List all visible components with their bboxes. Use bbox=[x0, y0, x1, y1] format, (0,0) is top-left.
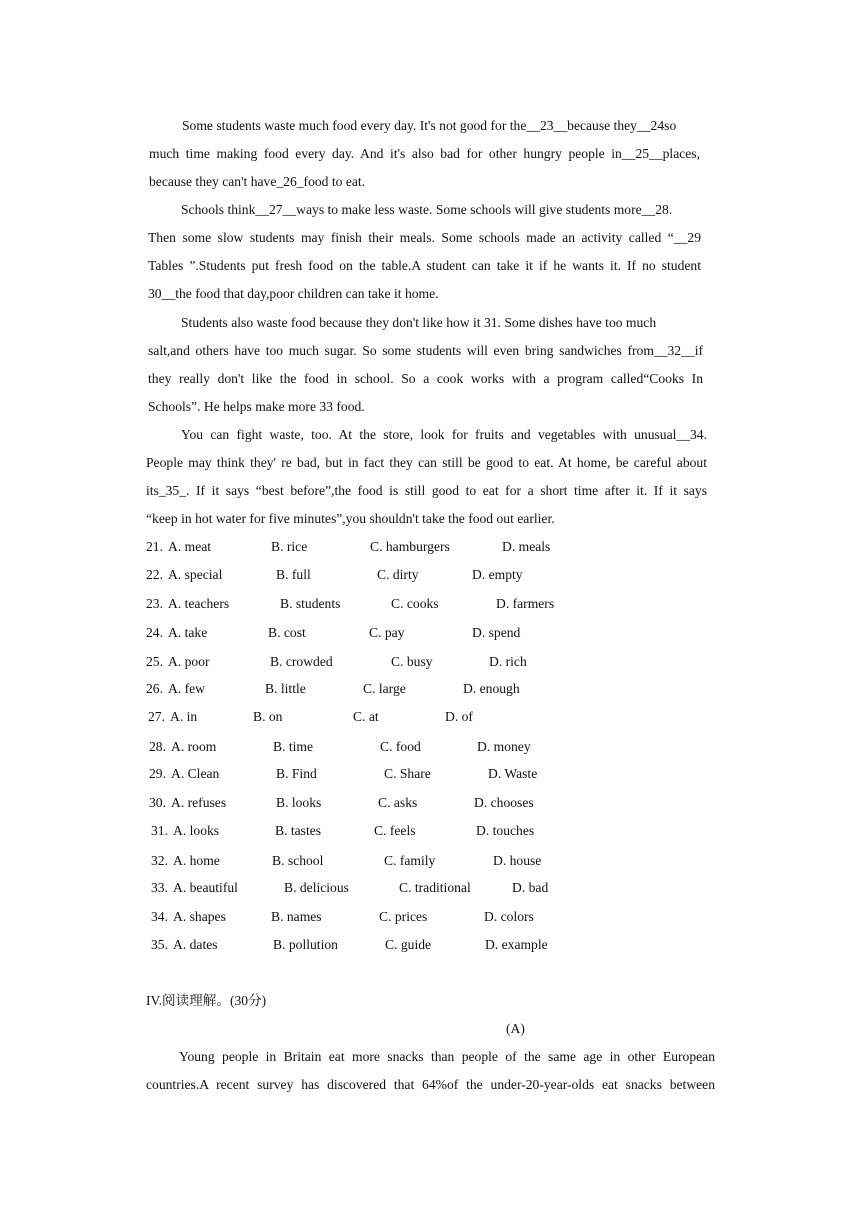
option-c: C. large bbox=[363, 681, 406, 696]
passage-line: Young people in Britain eat more snacks than people of the same age in other European bbox=[179, 1049, 715, 1064]
option-d: D. touches bbox=[476, 823, 535, 838]
option-b: B. looks bbox=[276, 795, 322, 810]
option-a: A. beautiful bbox=[173, 880, 238, 895]
question-number: 30. bbox=[149, 795, 166, 810]
option-b: B. on bbox=[253, 709, 283, 724]
passage-line: because they can't have_26_food to eat. bbox=[149, 174, 366, 189]
question-row bbox=[0, 738, 860, 756]
passage-line: Tables ”.Students put fresh food on the table.A student can take it if he wants it. If no student bbox=[148, 258, 701, 273]
option-b: B. cost bbox=[268, 625, 306, 640]
question-row bbox=[0, 538, 860, 556]
option-b: B. full bbox=[276, 567, 311, 582]
question-number: 31. bbox=[151, 823, 168, 838]
question-number: 29. bbox=[149, 766, 166, 781]
option-d: D. example bbox=[485, 937, 548, 952]
question-row bbox=[0, 908, 860, 926]
option-c: C. guide bbox=[385, 937, 432, 952]
question-row bbox=[0, 653, 860, 671]
option-a: A. looks bbox=[173, 823, 220, 838]
option-c: C. pay bbox=[369, 625, 405, 640]
passage-line: Then some slow students may finish their meals. Some schools made an activity called “__29 bbox=[148, 230, 701, 245]
question-row bbox=[0, 680, 860, 698]
option-c: C. food bbox=[380, 739, 421, 754]
option-b: B. pollution bbox=[273, 937, 338, 952]
option-a: A. in bbox=[170, 709, 198, 724]
passage-line: People may think they' re bad, but in fact they can still be good to eat. At home, be careful about bbox=[146, 455, 707, 470]
option-d: D. of bbox=[445, 709, 473, 724]
option-d: D. money bbox=[477, 739, 531, 754]
question-row bbox=[0, 822, 860, 840]
option-a: A. special bbox=[168, 567, 223, 582]
option-b: B. rice bbox=[271, 539, 308, 554]
option-c: C. at bbox=[353, 709, 379, 724]
option-b: B. school bbox=[272, 853, 324, 868]
option-c: C. prices bbox=[379, 909, 428, 924]
option-a: A. poor bbox=[168, 654, 210, 669]
option-d: D. colors bbox=[484, 909, 534, 924]
question-number: 35. bbox=[151, 937, 168, 952]
passage-line: salt,and others have too much sugar. So some students will even bring sandwiches from__32__if bbox=[148, 343, 703, 358]
question-number: 25. bbox=[146, 654, 163, 669]
question-row bbox=[0, 794, 860, 812]
question-number: 28. bbox=[149, 739, 166, 754]
option-a: A. shapes bbox=[173, 909, 226, 924]
question-row bbox=[0, 879, 860, 897]
question-number: 23. bbox=[146, 596, 163, 611]
question-number: 27. bbox=[148, 709, 165, 724]
option-b: B. names bbox=[271, 909, 322, 924]
question-row bbox=[0, 936, 860, 954]
option-c: C. traditional bbox=[399, 880, 471, 895]
passage-line: You can fight waste, too. At the store, look for fruits and vegetables with unusual__34. bbox=[181, 427, 707, 442]
option-a: A. few bbox=[168, 681, 205, 696]
question-row bbox=[0, 708, 860, 726]
section-heading: IV.阅读理解。(30分) bbox=[146, 993, 267, 1008]
option-c: C. cooks bbox=[391, 596, 439, 611]
question-row bbox=[0, 595, 860, 613]
question-number: 33. bbox=[151, 880, 168, 895]
option-c: C. family bbox=[384, 853, 436, 868]
option-b: B. delicious bbox=[284, 880, 349, 895]
passage-line: 30__the food that day,poor children can take it home. bbox=[148, 286, 439, 301]
option-b: B. time bbox=[273, 739, 314, 754]
option-a: A. teachers bbox=[168, 596, 230, 611]
option-a: A. refuses bbox=[171, 795, 227, 810]
option-a: A. meat bbox=[168, 539, 212, 554]
option-c: C. busy bbox=[391, 654, 433, 669]
option-d: D. empty bbox=[472, 567, 523, 582]
option-b: B. little bbox=[265, 681, 306, 696]
passage-line: much time making food every day. And it's also bad for other hungry people in__25__places, bbox=[149, 146, 700, 161]
option-b: B. students bbox=[280, 596, 341, 611]
option-d: D. bad bbox=[512, 880, 549, 895]
option-d: D. meals bbox=[502, 539, 551, 554]
passage-line: Schools think__27__ways to make less waste. Some schools will give students more__28. bbox=[181, 202, 673, 217]
question-row bbox=[0, 852, 860, 870]
option-c: C. asks bbox=[378, 795, 418, 810]
question-number: 21. bbox=[146, 539, 163, 554]
option-d: D. house bbox=[493, 853, 542, 868]
question-row bbox=[0, 765, 860, 783]
question-number: 22. bbox=[146, 567, 163, 582]
passage-line: “keep in hot water for five minutes”,you shouldn't take the food out earlier. bbox=[146, 511, 555, 526]
option-b: B. tastes bbox=[275, 823, 322, 838]
option-c: C. Share bbox=[384, 766, 431, 781]
option-a: A. take bbox=[168, 625, 208, 640]
option-d: D. rich bbox=[489, 654, 527, 669]
option-a: A. home bbox=[173, 853, 220, 868]
option-a: A. dates bbox=[173, 937, 218, 952]
option-d: D. Waste bbox=[488, 766, 538, 781]
passage-line: Some students waste much food every day. It's not good for the__23__because they__24so bbox=[182, 118, 677, 133]
passage-line: countries.A recent survey has discovered that 64%of the under-20-year-olds eat snacks between bbox=[146, 1077, 715, 1092]
option-d: D. spend bbox=[472, 625, 521, 640]
option-d: D. chooses bbox=[474, 795, 534, 810]
option-b: B. Find bbox=[276, 766, 317, 781]
option-c: C. hamburgers bbox=[370, 539, 450, 554]
question-number: 24. bbox=[146, 625, 163, 640]
question-number: 34. bbox=[151, 909, 168, 924]
option-a: A. Clean bbox=[171, 766, 220, 781]
passage-line: its_35_. If it says “best before”,the food is still good to eat for a short time after it. If it says bbox=[146, 483, 707, 498]
option-a: A. room bbox=[171, 739, 217, 754]
option-d: D. farmers bbox=[496, 596, 555, 611]
question-row bbox=[0, 566, 860, 584]
option-d: D. enough bbox=[463, 681, 520, 696]
option-c: C. feels bbox=[374, 823, 416, 838]
option-b: B. crowded bbox=[270, 654, 333, 669]
option-c: C. dirty bbox=[377, 567, 419, 582]
question-number: 32. bbox=[151, 853, 168, 868]
passage-line: Students also waste food because they don't like how it 31. Some dishes have too much bbox=[181, 315, 657, 330]
passage-line: they really don't like the food in school. So a cook works with a program called“Cooks In bbox=[148, 371, 703, 386]
passage-label: (A) bbox=[506, 1021, 525, 1036]
passage-line: Schools”. He helps make more 33 food. bbox=[148, 399, 365, 414]
question-number: 26. bbox=[146, 681, 163, 696]
question-row bbox=[0, 624, 860, 642]
